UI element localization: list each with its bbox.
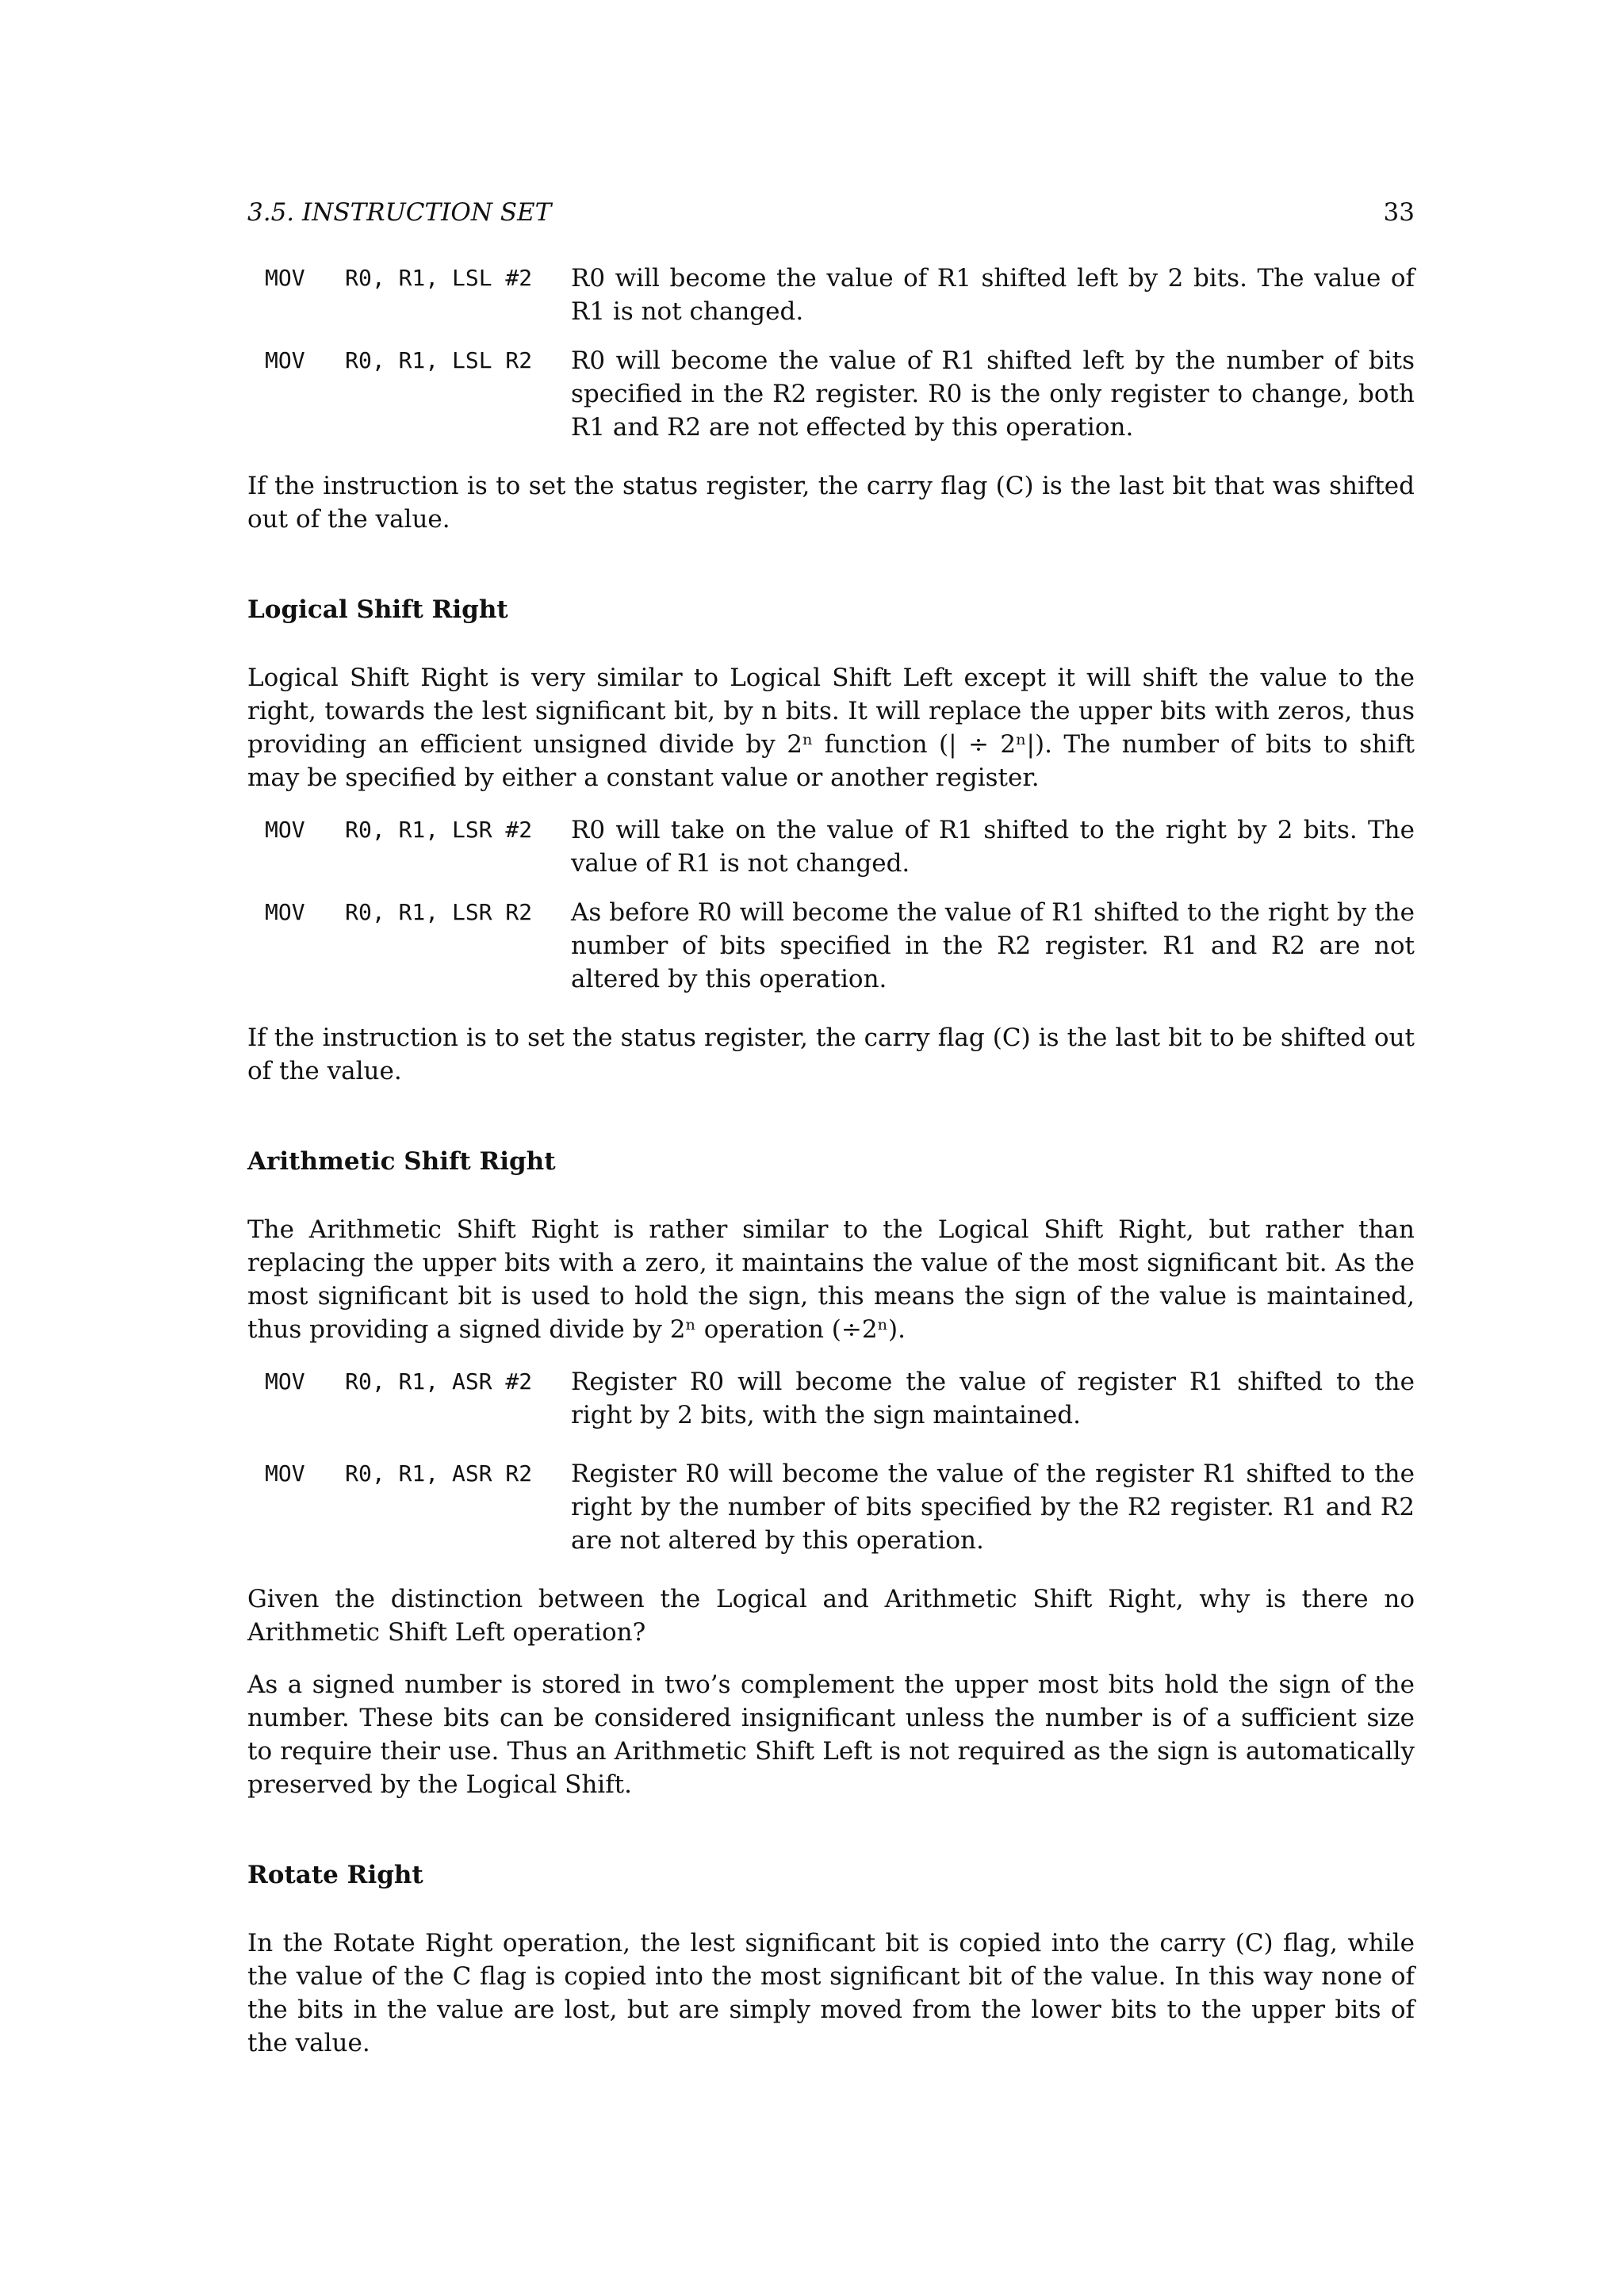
section-heading-ror: Rotate Right	[247, 1861, 423, 1889]
instruction-example	[247, 1365, 1415, 1432]
instruction-code: MOV R0, R1, ASR R2	[265, 1460, 533, 1487]
instruction-code: MOV R0, R1, LSL R2	[265, 347, 533, 373]
instruction-code: MOV R0, R1, LSR R2	[265, 899, 533, 925]
page-number: 33	[1383, 198, 1415, 227]
instruction-description: As before R0 will become the value of R1 shifted to the right by the number of bits specified in the R2 register. R1 and R2 are not altered by this operation.	[571, 898, 1415, 993]
asr-intro: The Arithmetic Shift Right is rather similar to the Logical Shift Right, but rather than replacing the upper bits with a zero, it maintains the value of the most significant bit. As the most significant bit is used to hold the sign, this means the sign of the value is maintained, thus providing a signed divide by 2ⁿ operation (÷2ⁿ).	[247, 1215, 1415, 1344]
asr-answer: As a signed number is stored in two’s complement the upper most bits hold the sign of the number. These bits can be considered insignificant unless the number is of a sufficient size to require their use. Thus an Arithmetic Shift Left is not required as the sign is automatically preserved by the Logical Shift.	[247, 1670, 1415, 1799]
instruction-example	[247, 896, 1415, 996]
document-page	[247, 198, 1415, 2079]
instruction-description: Register R0 will become the value of the register R1 shifted to the right by the number of bits specified by the R2 register. R1 and R2 are not altered by this operation.	[571, 1460, 1415, 1555]
instruction-code: MOV R0, R1, LSL #2	[265, 265, 533, 291]
lsr-carry-note: If the instruction is to set the status register, the carry flag (C) is the last bit to be shifted out of the value.	[247, 1024, 1415, 1085]
instruction-description: R0 will become the value of R1 shifted left by the number of bits specified in the R2 register. R0 is the only register to change, both R1 and R2 are not effected by this operation.	[571, 346, 1415, 442]
section-title: 3.5. INSTRUCTION SET	[247, 198, 552, 227]
instruction-example	[247, 262, 1415, 328]
section-heading-asr: Arithmetic Shift Right	[247, 1147, 556, 1176]
instruction-description: R0 will take on the value of R1 shifted to the right by 2 bits. The value of R1 is not changed.	[571, 816, 1415, 878]
instruction-example	[247, 344, 1415, 444]
instruction-description: Register R0 will become the value of register R1 shifted to the right by 2 bits, with the sign maintained.	[571, 1368, 1415, 1429]
instruction-code: MOV R0, R1, LSR #2	[265, 817, 533, 843]
instruction-description: R0 will become the value of R1 shifted left by 2 bits. The value of R1 is not changed.	[571, 264, 1415, 326]
asr-question: Given the distinction between the Logical and Arithmetic Shift Right, why is there no Arithmetic Shift Left operation?	[247, 1585, 1415, 1647]
running-header	[247, 198, 1415, 227]
instruction-example	[247, 813, 1415, 880]
section-heading-lsr: Logical Shift Right	[247, 595, 508, 624]
lsr-intro: Logical Shift Right is very similar to Logical Shift Left except it will shift the value to the right, towards the lest significant bit, by n bits. It will replace the upper bits with zeros, thus providing an efficient unsigned divide by 2ⁿ function (| ÷ 2ⁿ|). The number of bits to shift may be specified by either a constant value or another register.	[247, 664, 1415, 792]
instruction-example	[247, 1457, 1415, 1557]
lsl-carry-note: If the instruction is to set the status register, the carry flag (C) is the last bit that was shifted out of the value.	[247, 472, 1415, 534]
ror-intro: In the Rotate Right operation, the lest significant bit is copied into the carry (C) flag, while the value of the C flag is copied into the most significant bit of the value. In this way none of the bits in the value are lost, but are simply moved from the lower bits to the upper bits of the value.	[247, 1929, 1415, 2057]
instruction-code: MOV R0, R1, ASR #2	[265, 1368, 533, 1395]
